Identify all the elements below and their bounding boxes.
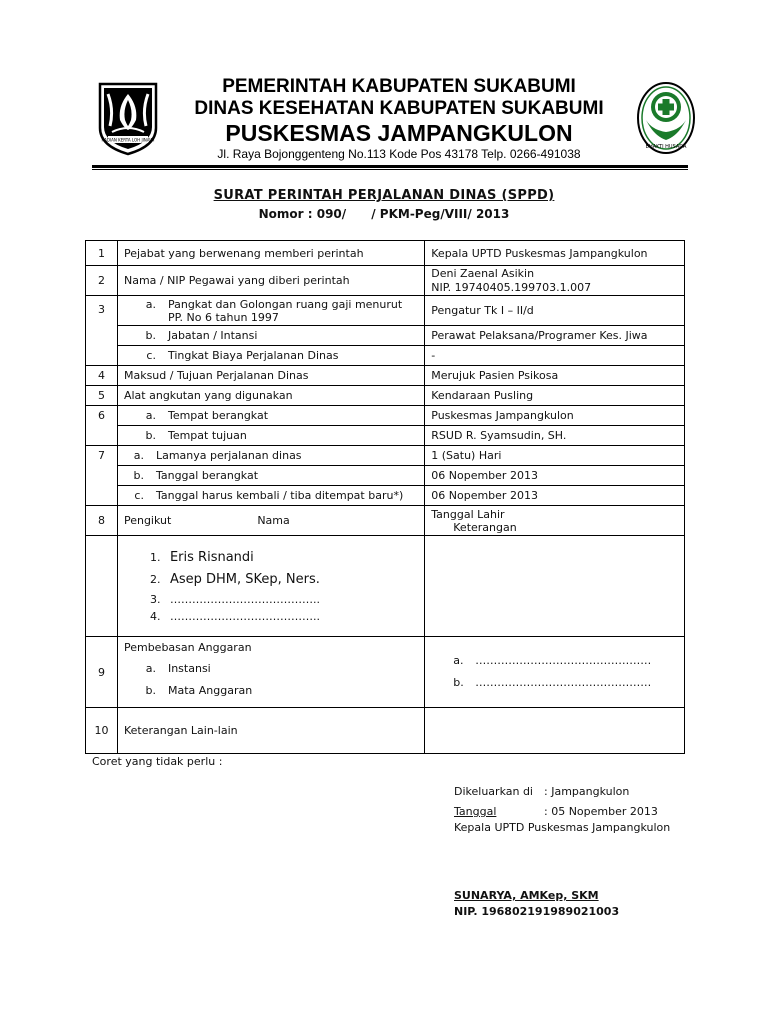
issuance-block: Dikeluarkan di : Jampangkulon Tanggal : 05 Nopember 2013 Kepala UPTD Puskesmas Jampangkulon [454,785,671,834]
table-row: 3 a. Pangkat dan Golongan ruang gaji menurut PP. No 6 tahun 1997 Pengatur Tk I – II/d [86,296,685,326]
table-row: b. Tempat tujuan RSUD R. Syamsudin, SH. [86,426,685,446]
table-row: 2 Nama / NIP Pegawai yang diberi perintah Deni Zaenal Asikin NIP. 19740405.199703.1.007 [86,266,685,296]
signatory: SUNARYA, AMKep, SKM NIP. 196802191989021003 [454,889,620,918]
list-item: 4. ………………………………….. [149,610,320,623]
table-row: 1 Pejabat yang berwenang memberi perintah Kepala UPTD Puskesmas Jampangkulon [86,241,685,266]
list-item: 2. Asep DHM, SKep, Ners. [149,572,320,587]
table-row: c. Tingkat Biaya Perjalanan Dinas - [86,346,685,366]
letterhead-rule-thin [92,169,688,170]
letterhead [92,74,688,170]
document-number: Nomor : 090/ / PKM-Peg/VIII/ 2013 [258,207,510,221]
table-row: 5 Alat angkutan yang digunakan Kendaraan Pusling [86,386,685,406]
footnote: Coret yang tidak perlu : [92,755,223,768]
list-item: 3. ………………………………….. [149,593,320,606]
document-title: SURAT PERINTAH PERJALANAN DINAS (SPPD) [213,188,555,203]
logo-caption: BHAKTI HUSADA [645,144,687,150]
table-row: 4 Maksud / Tujuan Perjalanan Dinas Merujuk Pasien Psikosa [86,366,685,386]
emblem-motto: RADIAN KERTA LOH JINAWI [101,137,155,143]
table-row [86,536,685,637]
letterhead-government: PEMERINTAH KABUPATEN SUKABUMI [222,76,576,97]
bhakti-husada-logo [636,80,696,156]
table-row: 6 a. Tempat berangkat Puskesmas Jampangkulon [86,406,685,426]
table-row: c. Tanggal harus kembali / tiba ditempat baru*) 06 Nopember 2013 [86,486,685,506]
table-row: 8 Pengikut Nama Tanggal Lahir Keterangan [86,506,685,536]
letterhead-department: DINAS KESEHATAN KABUPATEN SUKABUMI [194,98,604,119]
table-row: b. Jabatan / Intansi Perawat Pelaksana/Programer Kes. Jiwa [86,326,685,346]
table-row: b. Tanggal berangkat 06 Nopember 2013 [86,466,685,486]
follower-list [124,547,418,625]
table-row: 10 Keterangan Lain-lain [86,708,685,754]
sukabumi-regency-emblem [96,80,160,156]
sppd-table [85,240,685,754]
table-row: 7 a. Lamanya perjalanan dinas 1 (Satu) Hari [86,446,685,466]
letterhead-puskesmas: PUSKESMAS JAMPANGKULON [225,120,573,146]
table-row: 9 Pembebasan Anggaran a. Instansi b. Mata Anggaran a. ………………………………………… b. ………………………………………… [86,637,685,708]
letterhead-rule [92,165,688,168]
list-item: 1. Eris Risnandi [149,550,254,565]
letterhead-address: Jl. Raya Bojonggenteng No.113 Kode Pos 43178 Telp. 0266-491038 [217,147,581,161]
